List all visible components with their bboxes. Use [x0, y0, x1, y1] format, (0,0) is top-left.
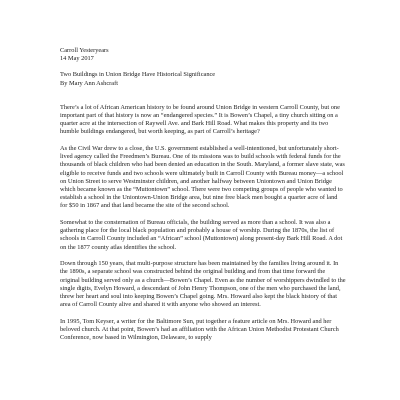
column-name: Carroll Yesteryears: [60, 47, 109, 54]
paragraph: There’s a lot of African American history to be found around Union Bridge in western Carroll County, but one important part of that history is now an “endangered species.” It is Bowen’s Chapel, a tiny church sitting on a quarter acre at the intersection of Raywell Ave. and Bark Hill Road. What makes this property and its two humble buildings endangered, but worth keeping, as part of Carroll’s heritage?: [60, 103, 340, 136]
paragraph: Down through 150 years, that multi-purpose structure has been maintained by the families living around it. In the 1890s, a separate school was constructed behind the original building and from that time forward the original building served only as a church—Bowen’s Chapel. Even as the number of worshippers dwindled to the single digits, Evelyn Howard, a descendant of John Henry Thompson, one of the men who purchased the land, threw her heart and soul into keeping Bowen’s Chapel going. Mrs. Howard also kept the black history of that area of Carroll County alive and shared it with anyone who showed an interest.: [60, 260, 346, 309]
document-body: [60, 47, 346, 351]
spacer: [60, 88, 346, 104]
publication-date: 14 May 2017: [60, 55, 94, 63]
spacer: [60, 63, 346, 71]
article-title: Two Buildings in Union Bridge Have Historical Significance: [60, 71, 216, 79]
paragraph: Somewhat to the consternation of Bureau officials, the building served as more than a school. It was also a gathering place for the local black population and probably a house of worship. During the 1870s, the list of schools in Carroll County included an “African” school (Muttontown) along present-day Bark Hill Road. A dot on the 1877 county atlas identifies the school.: [60, 219, 343, 251]
paragraph: As the Civil War drew to a close, the U.S. government established a well-intentioned, but unfortunately short-lived agency called the Freedmen’s Bureau. One of its missions was to build schools with federal funds for the thousands of black children who had been denied an education in the South. Maryland, a former slave state, was eligible to receive funds and two schools were ultimately built in Carroll County with Bureau money—a school on Union Street to serve Westminster children, and another halfway between Uniontown and Union Bridge which became known as the “Muttontown” school. There were two competing groups of people who wanted to establish a school in the Uniontown-Union Bridge area, but nine free black men bought a quarter acre of land for $50 in 1867 and that land became the site of the second school.: [60, 145, 345, 210]
article-byline: By Mary Ann Ashcraft: [60, 79, 118, 87]
paragraph: In 1995, Tom Keyser, a writer for the Baltimore Sun, put together a feature article on Mrs. Howard and her beloved church. At that point, Bowen’s had an affiliation with the African Union Methodist Protestant Church Conference, now based in Wilmington, Delaware, to supply: [60, 317, 339, 342]
